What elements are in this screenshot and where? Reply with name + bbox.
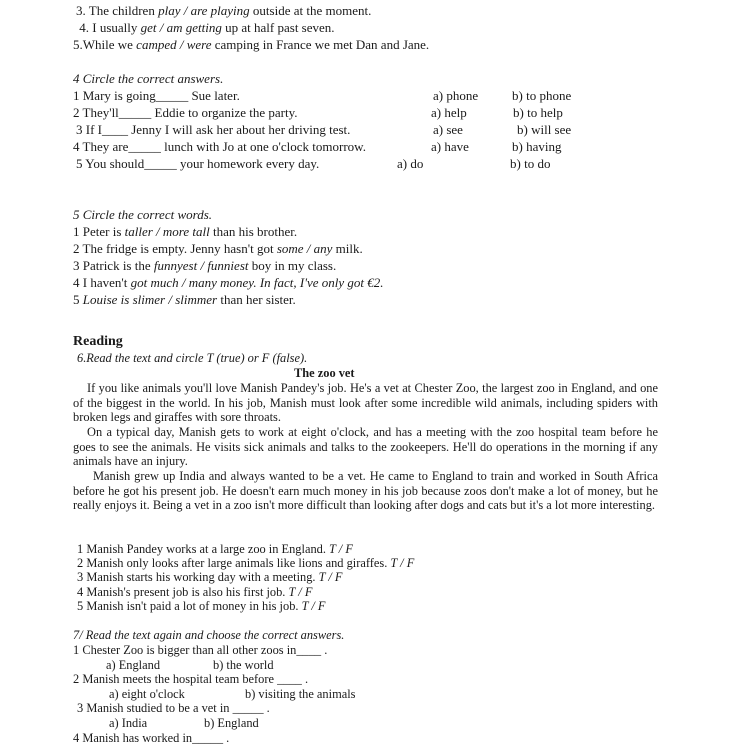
tf-item-3 [77, 569, 343, 585]
s4-item-2-option-b[interactable]: b) to help [513, 105, 563, 120]
true-false-choice[interactable]: T / F [390, 556, 415, 570]
item-number: 4 [73, 275, 80, 290]
item-text: You should_____ your homework every day. [85, 156, 320, 171]
item-number: 3 [76, 122, 83, 137]
item-number: 2 [73, 105, 80, 120]
s4-item-5 [76, 156, 319, 172]
text-title: The zoo vet [294, 366, 355, 380]
reading-heading: Reading [73, 334, 123, 349]
s4-item-4 [73, 139, 366, 155]
item-text: Manish isn't paid a lot of money in his job. [86, 599, 299, 613]
section4-heading: 4 Circle the correct answers. [73, 71, 224, 86]
item-text: Manish's present job is also his first job. [86, 585, 286, 599]
s5-item-5 [73, 292, 296, 308]
item-text: They are_____ lunch with Jo at one o'clock tomorrow. [82, 139, 366, 154]
item-text: Mary is going_____ Sue later. [82, 88, 240, 103]
item-text: Peter is [82, 224, 125, 239]
s5-item-3 [73, 258, 336, 274]
choice-options[interactable]: some / any [276, 241, 333, 256]
item-number: 4. [79, 20, 89, 35]
true-false-choice[interactable]: T / F [301, 599, 326, 613]
item-number: 1 [77, 542, 84, 556]
s4-item-4-option-b[interactable]: b) having [512, 139, 562, 154]
section5-heading: 5 Circle the correct words. [73, 207, 213, 222]
item-text: I haven't [82, 275, 131, 290]
item-text: outside at the moment. [249, 3, 372, 18]
item-number: 1 [73, 643, 80, 657]
item-text: Manish has worked in_____ . [82, 731, 230, 745]
paragraph-3 [73, 469, 658, 513]
choice-options[interactable]: get / am getting [140, 20, 222, 35]
item-text: I usually [92, 20, 141, 35]
item-text: milk. [332, 241, 363, 256]
item-number: 5. [73, 37, 83, 52]
s4-item-5-option-a[interactable]: a) do [397, 156, 424, 171]
s5-item-1 [73, 224, 297, 240]
item-number: 3 [77, 701, 84, 715]
item-number: 2 [73, 241, 80, 256]
paragraph-1 [73, 381, 658, 425]
item-text: than her sister. [217, 292, 296, 307]
item-number: 5 [76, 156, 83, 171]
s4-item-2 [73, 105, 298, 121]
paragraph-text: If you like animals you'll love Manish Pandey's job. He's a vet at Chester Zoo, the largest zoo in England, and one of the biggest in the world. In his job, Manish must look after some incredible wild animals, including spiders with broken legs and giraffes with sore throats. [73, 381, 658, 424]
choice-options[interactable]: got much / many money. In fact, I've only got €2. [130, 275, 384, 290]
item-text: They'll_____ Eddie to organize the party. [82, 105, 298, 120]
s7-item-3 [77, 700, 270, 716]
s4-item-1 [73, 88, 240, 104]
paragraph-text: Manish grew up India and always wanted to be a vet. He came to England to train and worked in South Africa before he got his present job. He doesn't earn much money in his job because zoos don't make a lot of money, but he really enjoys it. Being a vet in a zoo isn't more difficult than looking after dogs and cats but it's a lot more interesting. [73, 469, 658, 512]
choice-options[interactable]: camped / were [136, 37, 212, 52]
item-number: 1 [73, 224, 80, 239]
item-text: boy in my class. [248, 258, 337, 273]
item-text: than his brother. [209, 224, 298, 239]
s4-item-3 [76, 122, 350, 138]
tf-item-5 [77, 598, 325, 614]
item-number: 4 [77, 585, 84, 599]
item-number: 4 [73, 139, 80, 154]
item-text: If I____ Jenny I will ask her about her driving test. [85, 122, 351, 137]
item-number: 4 [73, 731, 80, 745]
item-text: Manish only looks after large animals like lions and giraffes. [86, 556, 388, 570]
s7-item-1-option-b[interactable]: b) the world [213, 658, 274, 672]
s7-item-2 [73, 671, 308, 687]
s5-item-2 [73, 241, 363, 257]
true-false-choice[interactable]: T / F [329, 542, 353, 556]
s5-item-4 [73, 275, 384, 291]
item-text: Manish meets the hospital team before ____ . [82, 672, 309, 686]
item-text: Patrick is the [82, 258, 154, 273]
s4-item-4-option-a[interactable]: a) have [431, 139, 469, 154]
s4-item-5-option-b[interactable]: b) to do [510, 156, 551, 171]
item-text: While we [82, 37, 137, 52]
item-number: 5 [77, 599, 84, 613]
item-number: 1 [73, 88, 80, 103]
true-false-choice[interactable]: T / F [288, 585, 313, 599]
section7-heading: 7/ Read the text again and choose the correct answers. [73, 628, 345, 642]
item-text: Manish starts his working day with a meeting. [86, 570, 316, 584]
item-text: up at half past seven. [221, 20, 335, 35]
item-number: 3. [76, 3, 86, 18]
item-text: Chester Zoo is bigger than all other zoos in____ . [82, 643, 328, 657]
choice-options[interactable]: Louise is slimer / slimmer [82, 292, 218, 307]
s7-item-3-option-b[interactable]: b) England [204, 716, 259, 730]
s7-item-3-option-a[interactable]: a) India [109, 716, 148, 730]
choice-options[interactable]: taller / more tall [124, 224, 210, 239]
s7-item-2-option-b[interactable]: b) visiting the animals [245, 687, 356, 701]
s4-item-2-option-a[interactable]: a) help [431, 105, 467, 120]
item-number: 3 [73, 258, 80, 273]
item-text: The fridge is empty. Jenny hasn't got [82, 241, 277, 256]
item-number: 3 [77, 570, 84, 584]
s4-item-1-option-b[interactable]: b) to phone [512, 88, 572, 103]
s7-item-4 [73, 730, 229, 746]
s3-item-3 [76, 3, 371, 19]
item-text: Manish Pandey works at a large zoo in England. [86, 542, 326, 556]
item-number: 2 [73, 672, 80, 686]
paragraph-2 [73, 425, 658, 469]
choice-options[interactable]: play / are playing [158, 3, 250, 18]
item-text: camping in France we met Dan and Jane. [211, 37, 430, 52]
item-number: 5 [73, 292, 80, 307]
s4-item-3-option-a[interactable]: a) see [433, 122, 463, 137]
s7-item-1 [73, 642, 327, 658]
s4-item-1-option-a[interactable]: a) phone [433, 88, 479, 103]
item-text: The children [88, 3, 159, 18]
item-number: 2 [77, 556, 84, 570]
s4-item-3-option-b[interactable]: b) will see [517, 122, 572, 137]
reading-instruction: 6.Read the text and circle T (true) or F (false). [77, 351, 308, 365]
choice-options[interactable]: funnyest / funniest [153, 258, 249, 273]
s7-item-1-option-a[interactable]: a) England [106, 658, 161, 672]
s7-item-2-option-a[interactable]: a) eight o'clock [109, 687, 185, 701]
s3-item-5 [73, 37, 429, 53]
paragraph-text: On a typical day, Manish gets to work at eight o'clock, and has a meeting with the zoo hospital team before he goes to see the animals. He visits sick animals and talks to the zookeepers. He'll do operations in the morning if any animals have an injury. [73, 425, 658, 468]
item-text: Manish studied to be a vet in _____ . [86, 701, 270, 715]
s3-item-4 [76, 20, 335, 36]
true-false-choice[interactable]: T / F [318, 570, 343, 584]
